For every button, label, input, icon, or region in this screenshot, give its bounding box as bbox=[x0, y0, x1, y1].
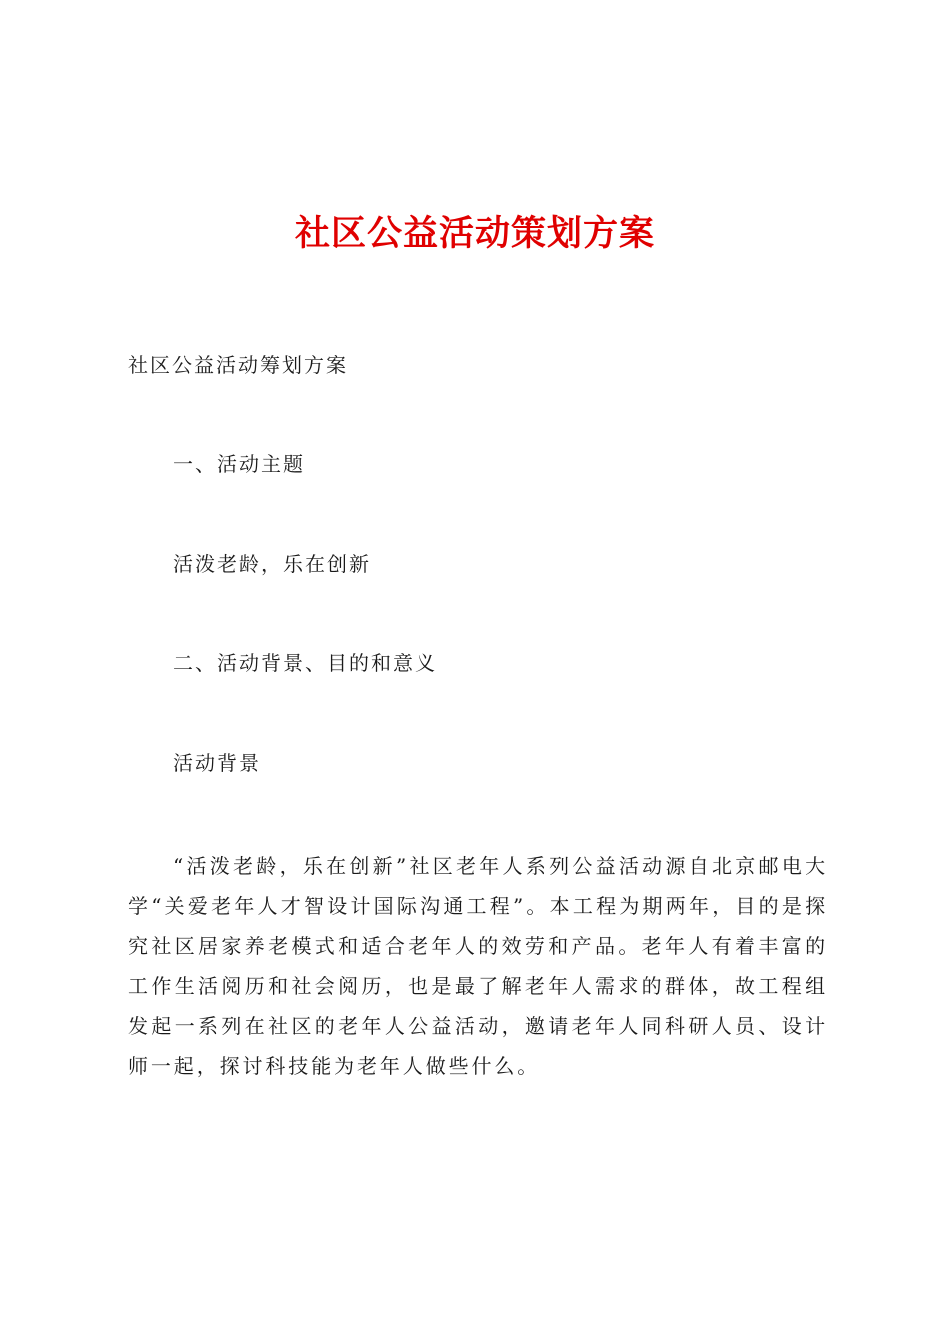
background-paragraph: “活泼老龄，乐在创新”社区老年人系列公益活动源自北京邮电大学“关爱老年人才智设计国际沟通工程”。本工程为期两年，目的是探究社区居家养老模式和适合老年人的效劳和产品。老年人有着丰富的工作生活阅历和社会阅历，也是最了解老年人需求的群体，故工程组发起一系列在社区的老年人公益活动，邀请老年人同科研人员、设计师一起，探讨科技能为老年人做些什么。 bbox=[128, 854, 828, 1078]
doc-title-line: 社区公益活动筹划方案 bbox=[128, 353, 348, 377]
section-heading-background: 二、活动背景、目的和意义 bbox=[173, 651, 437, 675]
section-heading-theme: 一、活动主题 bbox=[173, 452, 305, 476]
page-title: 社区公益活动策划方案 bbox=[294, 213, 655, 254]
background-subheading: 活动背景 bbox=[173, 751, 261, 775]
theme-text: 活泼老龄，乐在创新 bbox=[173, 552, 371, 576]
